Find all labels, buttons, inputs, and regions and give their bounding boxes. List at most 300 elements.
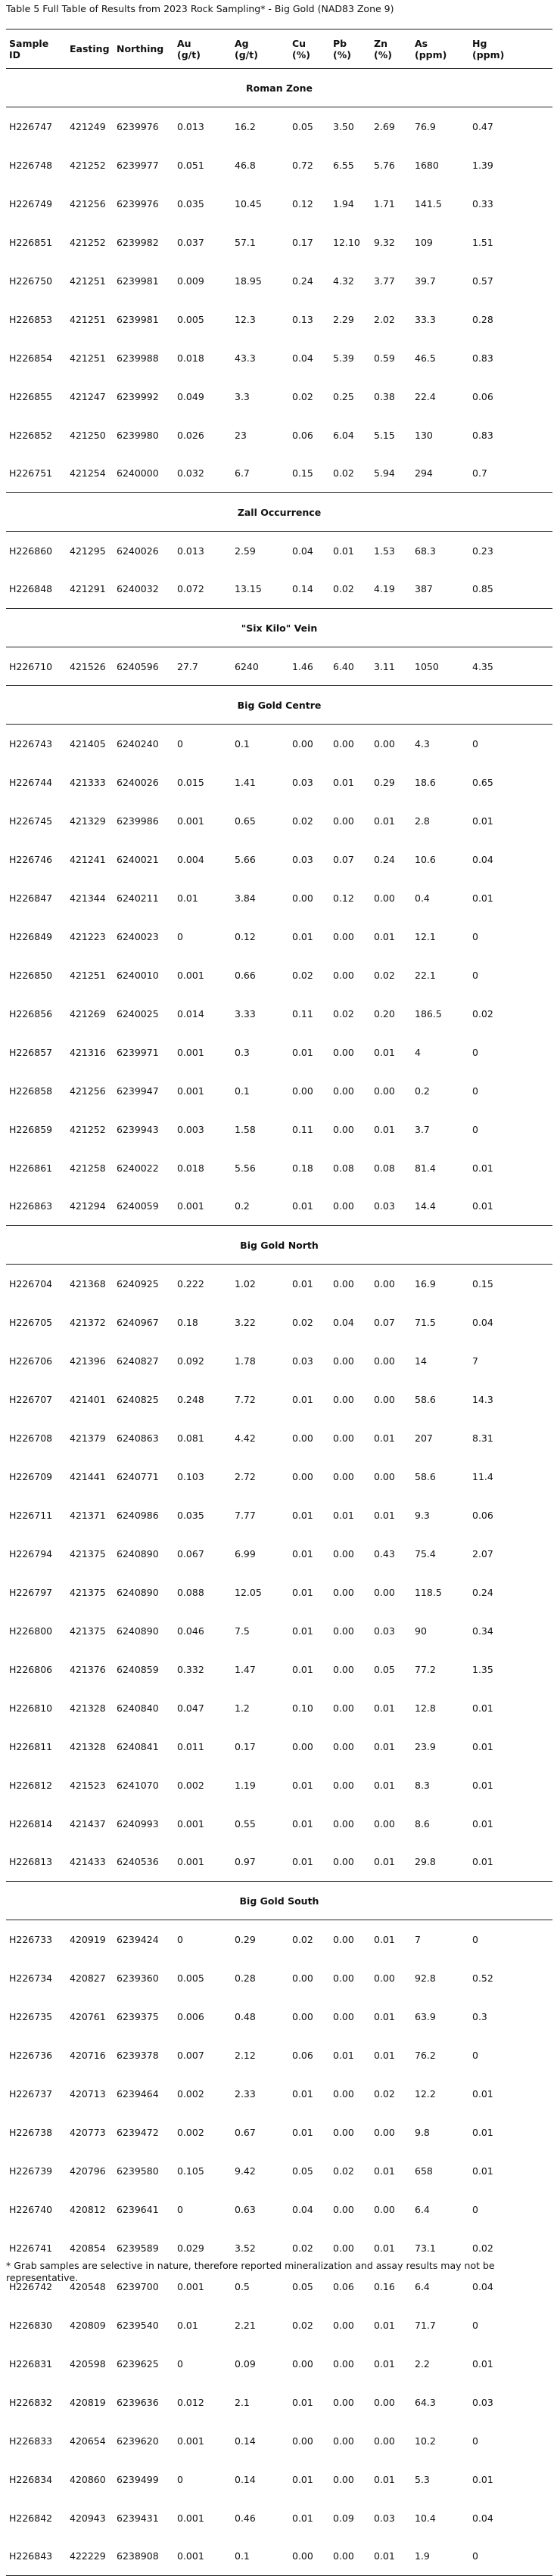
cell-ag: 1.47 [232,1650,289,1689]
cell-easting: 420761 [67,1997,114,2036]
cell-zn: 0.01 [371,1110,412,1149]
cell-sample-id: H226810 [6,1689,67,1727]
table-row [6,1342,552,1380]
cell-hg: 0.57 [469,262,552,300]
cell-ag: 6.7 [232,455,289,493]
cell-ag: 2.21 [232,2306,289,2345]
cell-ag: 3.84 [232,879,289,917]
cell-as: 12.1 [412,917,469,956]
cell-au: 0.012 [174,2383,232,2422]
cell-northing: 6240841 [114,1727,174,1766]
cell-ag: 0.09 [232,2345,289,2383]
cell-au: 0.047 [174,1689,232,1727]
cell-cu: 0.00 [289,1959,330,1997]
cell-as: 2.2 [412,2345,469,2383]
cell-zn: 3.77 [371,262,412,300]
cell-as: 12.2 [412,2075,469,2113]
cell-northing: 6240890 [114,1612,174,1650]
cell-ag: 9.42 [232,2152,289,2190]
cell-au: 0.035 [174,185,232,223]
cell-sample-id: H226806 [6,1650,67,1689]
cell-as: 63.9 [412,1997,469,2036]
cell-zn: 0.00 [371,1072,412,1110]
cell-as: 33.3 [412,300,469,339]
cell-cu: 0.00 [289,1457,330,1496]
cell-hg: 0 [469,2306,552,2345]
cell-as: 75.4 [412,1535,469,1573]
cell-cu: 0.01 [289,1380,330,1419]
cell-easting: 421258 [67,1149,114,1187]
cell-easting: 421371 [67,1496,114,1535]
table-row [6,2460,552,2499]
cell-cu: 0.00 [289,1997,330,2036]
cell-northing: 6239992 [114,377,174,416]
table-row [6,763,552,802]
results-table [6,29,552,2576]
cell-cu: 0.13 [289,300,330,339]
cell-zn: 0.01 [371,1766,412,1805]
table-row [6,2075,552,2113]
cell-ag: 3.52 [232,2229,289,2267]
column-header-ag [232,29,289,69]
table-row [6,339,552,377]
cell-northing: 6240986 [114,1496,174,1535]
cell-easting: 421405 [67,725,114,763]
cell-pb: 0.00 [330,1110,371,1149]
cell-easting: 421291 [67,570,114,609]
cell-sample-id: H226811 [6,1727,67,1766]
cell-easting: 421251 [67,339,114,377]
table-row [6,262,552,300]
cell-northing: 6240022 [114,1149,174,1187]
cell-easting: 421375 [67,1612,114,1650]
cell-ag: 43.3 [232,339,289,377]
cell-sample-id: H226860 [6,532,67,570]
cell-cu: 0.12 [289,185,330,223]
cell-northing: 6240026 [114,532,174,570]
cell-easting: 420713 [67,2075,114,2113]
cell-northing: 6240596 [114,647,174,686]
cell-northing: 6240825 [114,1380,174,1419]
cell-pb: 12.10 [330,223,371,262]
cell-hg: 0.33 [469,185,552,223]
cell-pb: 0.00 [330,1380,371,1419]
cell-zn: 0.01 [371,1689,412,1727]
column-header-unit: (g/t) [235,49,258,61]
cell-au: 0.014 [174,995,232,1033]
table-row [6,1997,552,2036]
table-row [6,532,552,570]
cell-hg: 0.01 [469,1187,552,1226]
cell-cu: 0.11 [289,1110,330,1149]
cell-as: 22.4 [412,377,469,416]
cell-cu: 0.14 [289,570,330,609]
cell-cu: 0.00 [289,879,330,917]
table-row [6,1187,552,1226]
cell-ag: 18.95 [232,262,289,300]
cell-as: 207 [412,1419,469,1457]
table-row [6,647,552,686]
cell-easting: 420827 [67,1959,114,1997]
cell-cu: 0.11 [289,995,330,1033]
cell-sample-id: H226751 [6,455,67,493]
cell-hg: 4.35 [469,647,552,686]
cell-sample-id: H226853 [6,300,67,339]
cell-sample-id: H226704 [6,1265,67,1303]
cell-easting: 421256 [67,185,114,223]
cell-as: 0.2 [412,1072,469,1110]
cell-hg: 0.01 [469,2345,552,2383]
cell-as: 8.3 [412,1766,469,1805]
table-row [6,1033,552,1072]
cell-sample-id: H226736 [6,2036,67,2075]
cell-northing: 6240010 [114,956,174,995]
cell-pb: 0.04 [330,1303,371,1342]
column-header-hg [469,29,552,69]
cell-au: 0.002 [174,2075,232,2113]
cell-pb: 0.12 [330,879,371,917]
cell-au: 0.001 [174,1805,232,1843]
cell-as: 64.3 [412,2383,469,2422]
cell-au: 0.018 [174,339,232,377]
cell-au: 0.007 [174,2036,232,2075]
table-row [6,2499,552,2537]
cell-zn: 0.01 [371,2229,412,2267]
cell-easting: 420809 [67,2306,114,2345]
table-row [6,185,552,223]
table-row [6,995,552,1033]
cell-zn: 0.29 [371,763,412,802]
cell-ag: 7.77 [232,1496,289,1535]
cell-pb: 6.40 [330,647,371,686]
cell-au: 0.001 [174,1187,232,1226]
cell-au: 0.003 [174,1110,232,1149]
header-row [6,29,552,69]
cell-ag: 0.55 [232,1805,289,1843]
cell-sample-id: H226706 [6,1342,67,1380]
column-header-line: Zn [374,38,387,49]
cell-ag: 1.2 [232,1689,289,1727]
cell-northing: 6239625 [114,2345,174,2383]
cell-zn: 2.69 [371,107,412,146]
cell-hg: 0.01 [469,2152,552,2190]
cell-ag: 1.02 [232,1265,289,1303]
cell-au: 0.005 [174,1959,232,1997]
cell-easting: 420819 [67,2383,114,2422]
cell-sample-id: H226856 [6,995,67,1033]
cell-zn: 0.01 [371,1419,412,1457]
cell-cu: 0.15 [289,455,330,493]
cell-sample-id: H226711 [6,1496,67,1535]
cell-pb: 0.00 [330,1689,371,1727]
table-row [6,570,552,609]
cell-northing: 6239641 [114,2190,174,2229]
cell-sample-id: H226708 [6,1419,67,1457]
cell-as: 387 [412,570,469,609]
cell-easting: 421252 [67,1110,114,1149]
cell-au: 0 [174,725,232,763]
cell-as: 186.5 [412,995,469,1033]
cell-cu: 0.06 [289,2036,330,2075]
cell-hg: 0.34 [469,1612,552,1650]
cell-hg: 0.01 [469,2460,552,2499]
cell-au: 0.018 [174,1149,232,1187]
cell-northing: 6240840 [114,1689,174,1727]
cell-sample-id: H226737 [6,2075,67,2113]
column-header-cu [289,29,330,69]
cell-sample-id: H226734 [6,1959,67,1997]
cell-as: 658 [412,2152,469,2190]
cell-hg: 0.85 [469,570,552,609]
cell-cu: 0.00 [289,725,330,763]
cell-hg: 1.51 [469,223,552,262]
table-row [6,1457,552,1496]
cell-northing: 6239981 [114,300,174,339]
cell-hg: 0.65 [469,763,552,802]
cell-zn: 0.01 [371,1997,412,2036]
cell-as: 8.6 [412,1805,469,1843]
cell-zn: 0.00 [371,2383,412,2422]
cell-au: 0.001 [174,1843,232,1882]
cell-au: 0.222 [174,1265,232,1303]
cell-pb: 0.00 [330,2460,371,2499]
cell-hg: 0 [469,917,552,956]
cell-au: 0.046 [174,1612,232,1650]
cell-zn: 0.01 [371,802,412,840]
column-header-as [412,29,469,69]
section-header-row [6,1226,552,1265]
cell-sample-id: H226863 [6,1187,67,1226]
cell-pb: 4.32 [330,262,371,300]
cell-easting: 421252 [67,146,114,185]
cell-hg: 0.06 [469,377,552,416]
cell-easting: 420860 [67,2460,114,2499]
cell-northing: 6240021 [114,840,174,879]
cell-easting: 420654 [67,2422,114,2460]
cell-sample-id: H226794 [6,1535,67,1573]
cell-easting: 421523 [67,1766,114,1805]
cell-northing: 6238908 [114,2537,174,2576]
table-row [6,840,552,879]
cell-sample-id: H226847 [6,879,67,917]
table-row [6,802,552,840]
cell-pb: 0.00 [330,1843,371,1882]
cell-hg: 0 [469,1920,552,1959]
cell-pb: 0.00 [330,2113,371,2152]
table-row [6,2113,552,2152]
cell-zn: 0.43 [371,1535,412,1573]
cell-au: 0.002 [174,2113,232,2152]
table-row [6,1959,552,1997]
cell-hg: 8.31 [469,1419,552,1457]
cell-easting: 420773 [67,2113,114,2152]
cell-ag: 5.66 [232,840,289,879]
cell-easting: 421372 [67,1303,114,1342]
cell-cu: 0.01 [289,1187,330,1226]
cell-easting: 420548 [67,2267,114,2306]
cell-northing: 6240859 [114,1650,174,1689]
section-title: "Six Kilo" Vein [6,609,552,647]
cell-northing: 6239981 [114,262,174,300]
cell-zn: 0.00 [371,2422,412,2460]
cell-ag: 0.1 [232,1072,289,1110]
column-header-au [174,29,232,69]
section-header-row [6,1882,552,1920]
cell-sample-id: H226800 [6,1612,67,1650]
cell-au: 0.072 [174,570,232,609]
table-row [6,1573,552,1612]
table-row [6,1110,552,1149]
cell-as: 9.8 [412,2113,469,2152]
cell-hg: 0.83 [469,416,552,455]
cell-hg: 0.01 [469,1805,552,1843]
cell-pb: 0.01 [330,763,371,802]
cell-northing: 6239943 [114,1110,174,1149]
cell-cu: 0.04 [289,339,330,377]
cell-sample-id: H226812 [6,1766,67,1805]
cell-au: 0.18 [174,1303,232,1342]
cell-pb: 0.00 [330,1419,371,1457]
column-header-line: Pb [333,38,347,49]
cell-ag: 2.59 [232,532,289,570]
cell-pb: 0.01 [330,532,371,570]
section-title: Big Gold South [6,1882,552,1920]
cell-sample-id: H226834 [6,2460,67,2499]
cell-ag: 16.2 [232,107,289,146]
table-caption: Table 5 Full Table of Results from 2023 Rock Sampling* - Big Gold (NAD83 Zone 9) [6,2,394,17]
cell-pb: 0.06 [330,2267,371,2306]
cell-hg: 0.01 [469,802,552,840]
cell-zn: 9.32 [371,223,412,262]
cell-pb: 0.00 [330,1535,371,1573]
table-row [6,146,552,185]
cell-au: 0.081 [174,1419,232,1457]
cell-au: 0 [174,2345,232,2383]
table-row [6,1689,552,1727]
column-header-unit: (ppm) [472,49,504,61]
cell-as: 77.2 [412,1650,469,1689]
cell-sample-id: H226854 [6,339,67,377]
cell-ag: 0.65 [232,802,289,840]
cell-cu: 0.01 [289,2460,330,2499]
cell-zn: 5.76 [371,146,412,185]
cell-hg: 0.23 [469,532,552,570]
cell-as: 71.5 [412,1303,469,1342]
cell-zn: 0.03 [371,1612,412,1650]
cell-easting: 422229 [67,2537,114,2576]
cell-ag: 4.42 [232,1419,289,1457]
cell-easting: 421247 [67,377,114,416]
cell-northing: 6240211 [114,879,174,917]
column-header-sample-id [6,29,67,69]
cell-ag: 0.46 [232,2499,289,2537]
table-row [6,107,552,146]
cell-as: 22.1 [412,956,469,995]
table-row [6,1727,552,1766]
cell-hg: 0.01 [469,1766,552,1805]
cell-ag: 0.2 [232,1187,289,1226]
cell-as: 0.4 [412,879,469,917]
cell-as: 294 [412,455,469,493]
table-row [6,416,552,455]
cell-as: 118.5 [412,1573,469,1612]
cell-ag: 2.12 [232,2036,289,2075]
column-header-easting [67,29,114,69]
cell-easting: 421379 [67,1419,114,1457]
cell-pb: 1.94 [330,185,371,223]
cell-as: 58.6 [412,1380,469,1419]
cell-cu: 0.00 [289,1072,330,1110]
table-row [6,455,552,493]
cell-ag: 0.28 [232,1959,289,1997]
column-header-line: Northing [117,43,163,54]
cell-easting: 420598 [67,2345,114,2383]
cell-sample-id: H226830 [6,2306,67,2345]
column-header-northing [114,29,174,69]
cell-northing: 6240863 [114,1419,174,1457]
cell-au: 0.029 [174,2229,232,2267]
cell-sample-id: H226743 [6,725,67,763]
cell-zn: 0.01 [371,2460,412,2499]
cell-northing: 6239971 [114,1033,174,1072]
cell-au: 0.001 [174,802,232,840]
cell-au: 0.01 [174,2306,232,2345]
table-row [6,2152,552,2190]
cell-hg: 0 [469,2036,552,2075]
cell-zn: 0.01 [371,1496,412,1535]
cell-pb: 0.00 [330,1997,371,2036]
table-row [6,1265,552,1303]
cell-easting: 421269 [67,995,114,1033]
cell-as: 68.3 [412,532,469,570]
cell-pb: 0.00 [330,1766,371,1805]
cell-as: 10.6 [412,840,469,879]
cell-hg: 0 [469,725,552,763]
table-row [6,1805,552,1843]
cell-cu: 0.01 [289,2113,330,2152]
cell-au: 0.004 [174,840,232,879]
cell-ag: 46.8 [232,146,289,185]
cell-pb: 0.02 [330,570,371,609]
cell-au: 0.001 [174,2422,232,2460]
cell-ag: 57.1 [232,223,289,262]
cell-easting: 421401 [67,1380,114,1419]
cell-cu: 0.01 [289,1843,330,1882]
cell-pb: 0.00 [330,2422,371,2460]
cell-as: 4 [412,1033,469,1072]
cell-ag: 0.1 [232,2537,289,2576]
cell-hg: 0.02 [469,2229,552,2267]
cell-ag: 0.17 [232,1727,289,1766]
cell-au: 0.009 [174,262,232,300]
cell-northing: 6240890 [114,1573,174,1612]
cell-zn: 3.11 [371,647,412,686]
cell-au: 0.248 [174,1380,232,1419]
cell-northing: 6240059 [114,1187,174,1226]
cell-cu: 0.03 [289,763,330,802]
cell-pb: 0.01 [330,1496,371,1535]
cell-ag: 0.67 [232,2113,289,2152]
cell-au: 0.002 [174,1766,232,1805]
cell-au: 0.015 [174,763,232,802]
cell-easting: 421333 [67,763,114,802]
cell-easting: 420796 [67,2152,114,2190]
table-row [6,300,552,339]
cell-easting: 421375 [67,1535,114,1573]
cell-easting: 421368 [67,1265,114,1303]
cell-pb: 0.00 [330,2229,371,2267]
table-row [6,2537,552,2576]
